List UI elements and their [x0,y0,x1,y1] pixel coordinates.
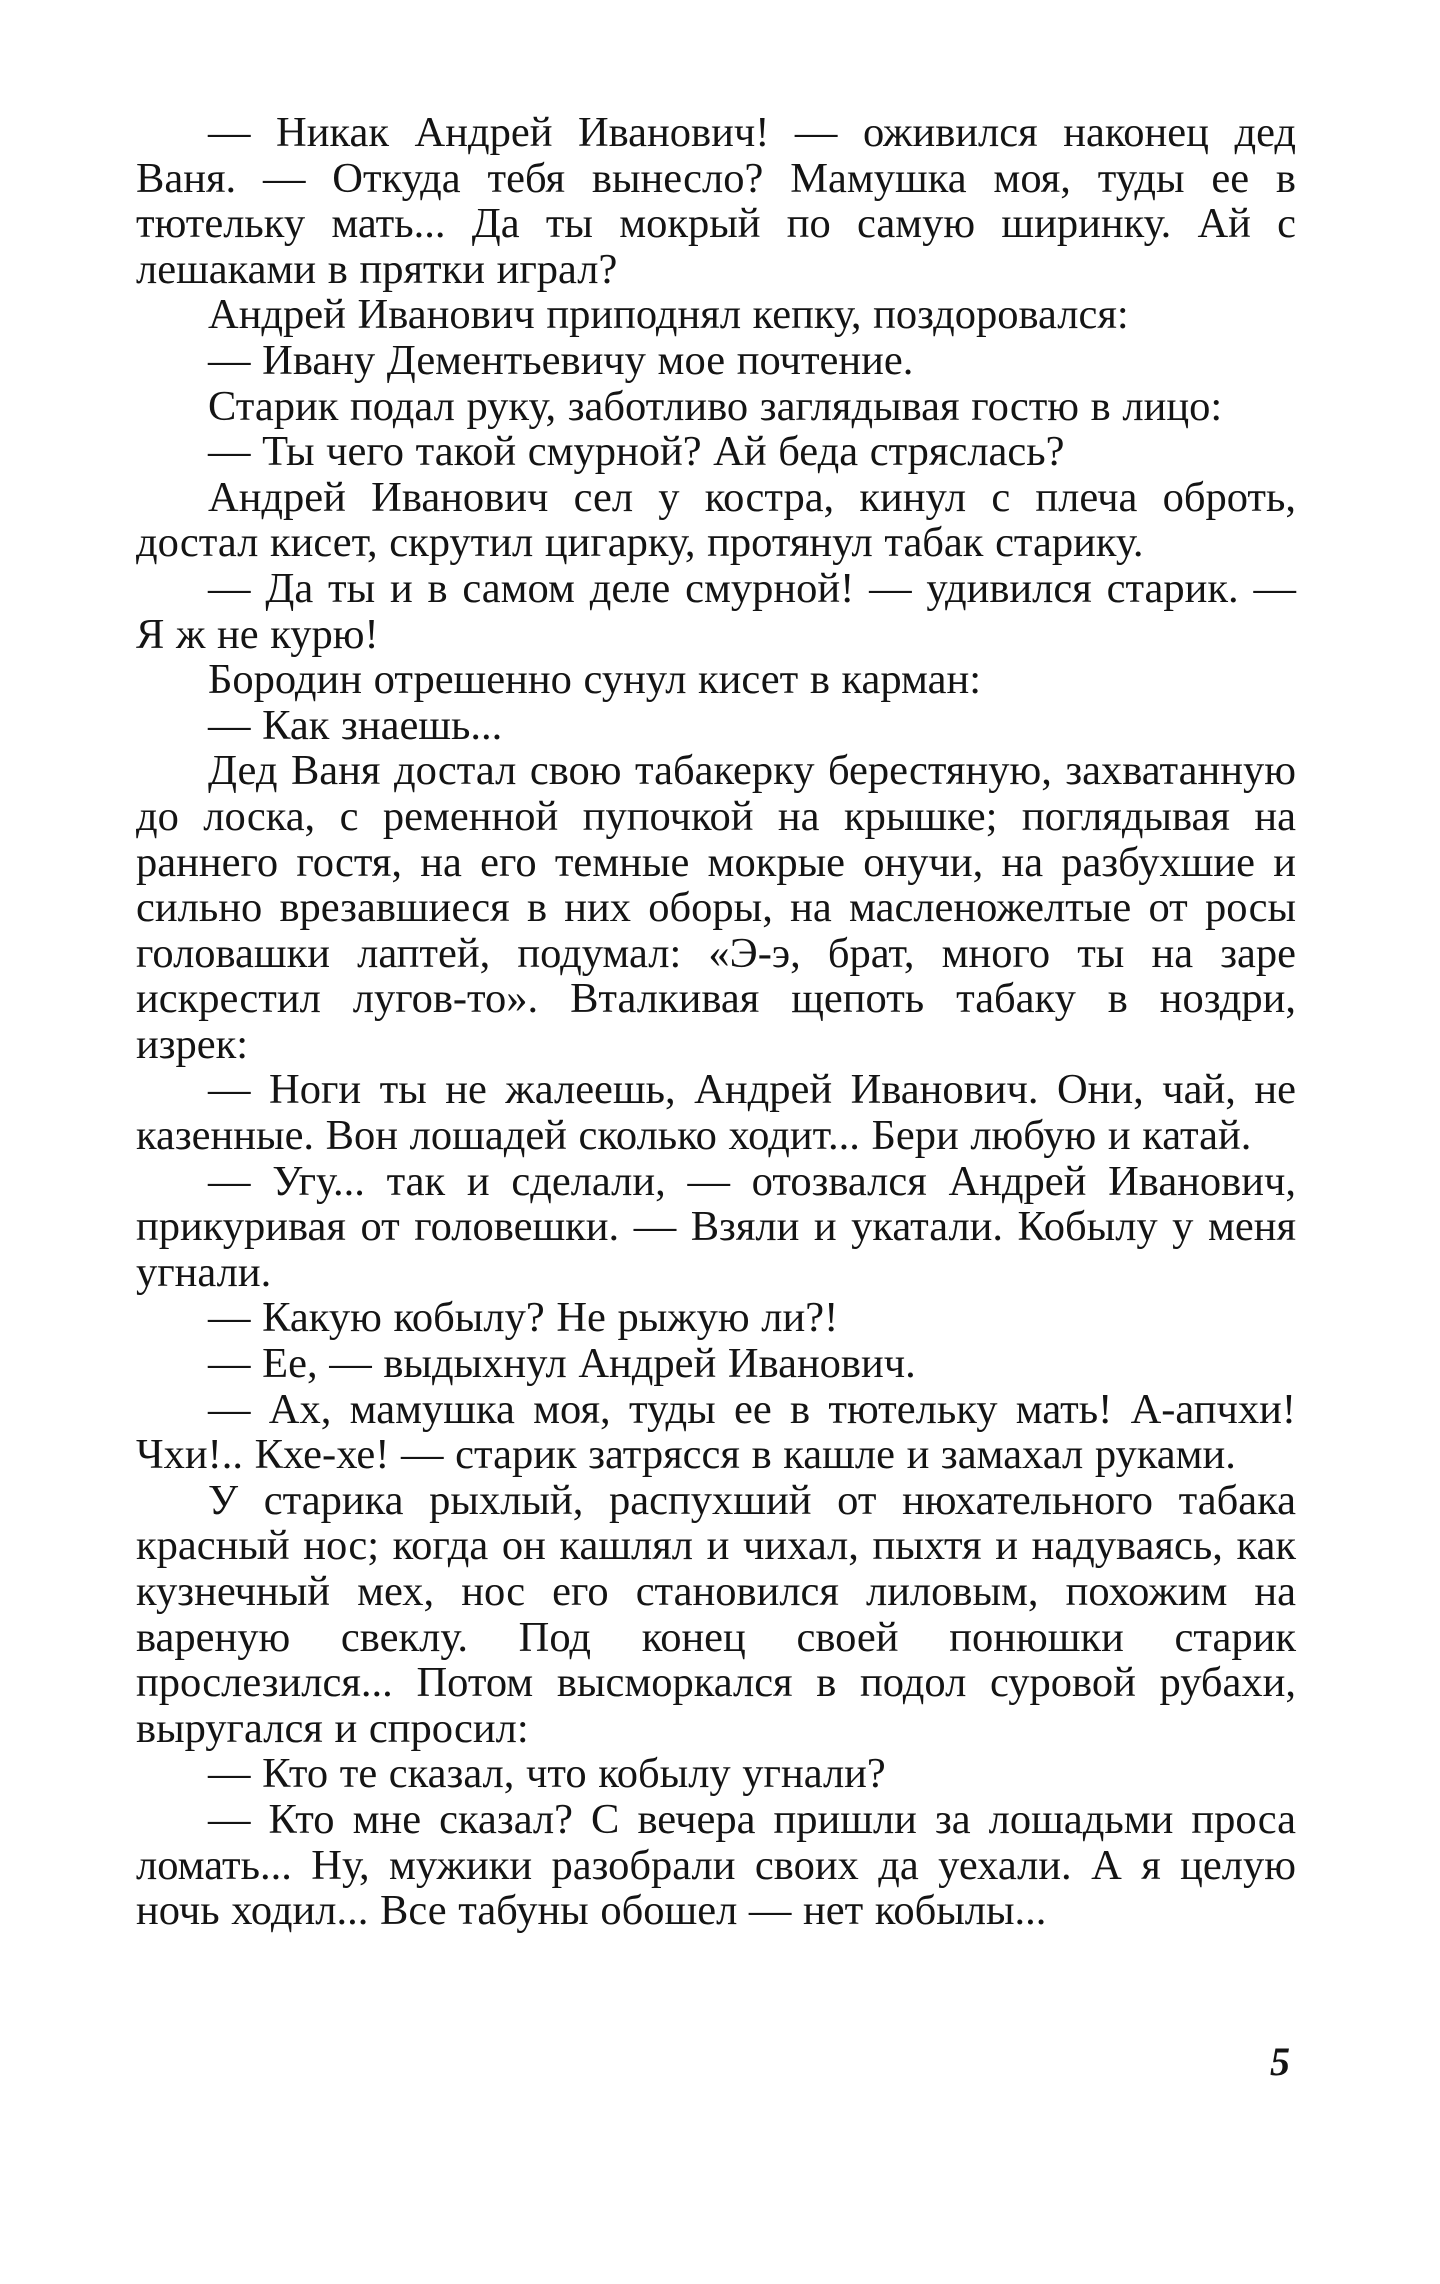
paragraph: Старик подал руку, заботливо заглядывая гостю в лицо: [208,382,1223,430]
paragraph: — Ты чего такой смурной? Ай беда стряслась? [208,428,1065,476]
paragraph: — Кто мне сказал? С вечера пришли за лошадьми проса ломать... Ну, мужики разобрали своих да уехали. А я целую ночь ходил... Все табуны обошел — нет кобылы... [136,1795,1296,1935]
paragraph: У старика рыхлый, распухший от нюхательного табака красный нос; когда он кашлял и чихал, пыхтя и надуваясь, как кузнечный мех, нос его становился лиловым, похожим на вареную свеклу. Под конец своей понюшки старик прослезился... Потом высморкался в подол суровой рубахи, выругался и спросил: [136,1476,1296,1752]
paragraph: — Ноги ты не жалеешь, Андрей Иванович. Они, чай, не казенные. Вон лошадей сколько ходит... Бери любую и катай. [136,1066,1296,1160]
paragraph: — Никак Андрей Иванович! — оживился наконец дед Ваня. — Откуда тебя вынесло? Мамушка моя, туды ее в тютельку мать... Да ты мокрый по самую ширинку. Ай с лешаками в прятки играл? [136,109,1296,293]
paragraph: — Кто те сказал, что кобылу угнали? [208,1750,886,1798]
paragraph: Андрей Иванович приподнял кепку, поздоровался: [208,291,1129,339]
page-text [136,110,1296,1934]
paragraph: Бородин отрешенно сунул кисет в карман: [208,656,982,704]
paragraph: Дед Ваня достал свою табакерку берестяную, захватанную до лоска, с ременной пупочкой на крышке; поглядывая на раннего гостя, на его темные мокрые онучи, на разбухшие и сильно врезавшиеся в них оборы, на масленожелтые от росы головашки лаптей, подумал: «Э-э, брат, много ты на заре искрестил лугов-то». Вталкивая щепоть табаку в ноздри, изрек: [136,747,1296,1068]
paragraph: — Ее, — выдыхнул Андрей Иванович. [208,1340,916,1388]
paragraph: — Ивану Дементьевичу мое почтение. [208,336,914,384]
paragraph: — Угу... так и сделали, — отозвался Андрей Иванович, прикуривая от головешки. — Взяли и укатали. Кобылу у меня угнали. [136,1157,1296,1296]
page-number: 5 [1270,2039,1290,2084]
paragraph: — Ах, мамушка моя, туды ее в тютельку мать! А-апчхи! Чхи!.. Кхе-хе! — старик затрясся в кашле и замахал руками. [136,1385,1296,1479]
paragraph: — Какую кобылу? Не рыжую ли?! [208,1294,839,1342]
paragraph: — Как знаешь... [208,701,503,749]
paragraph: Андрей Иванович сел у костра, кинул с плеча оброть, достал кисет, скрутил цигарку, протянул табак старику. [136,473,1296,567]
paragraph: — Да ты и в самом деле смурной! — удивился старик. — Я ж не курю! [136,564,1296,658]
